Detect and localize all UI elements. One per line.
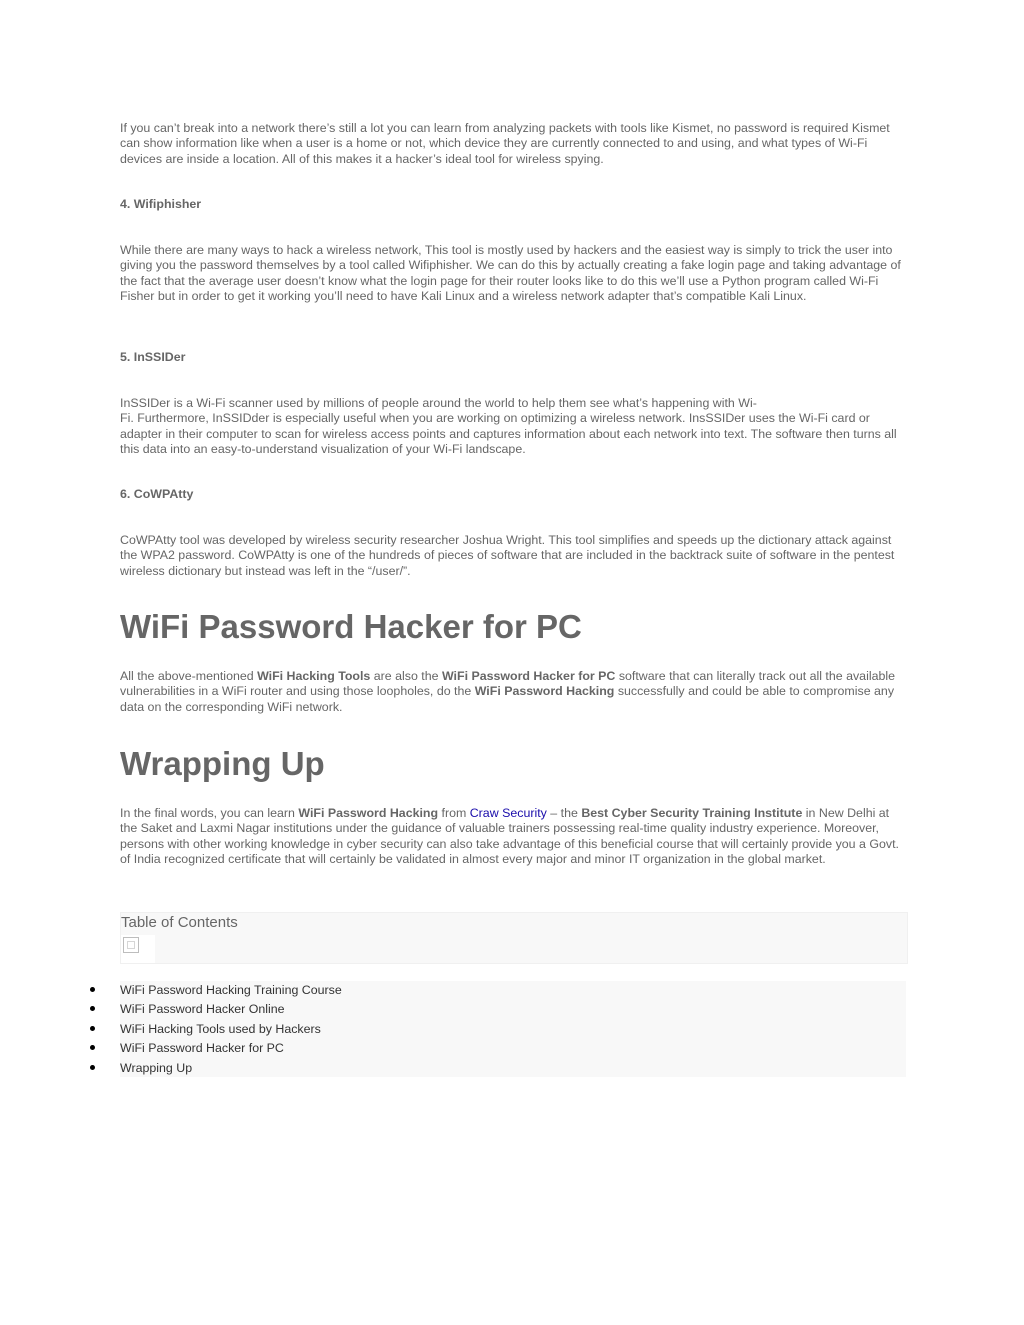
pc-text-4: successfully and could be able to compromise any data on the corresponding WiFi network.	[120, 684, 895, 714]
wrap-bold-1: WiFi Password Hacking	[298, 806, 439, 820]
pc-bold-2: WiFi Password Hacker for PC	[441, 669, 616, 683]
bullet-icon	[90, 1026, 95, 1031]
pc-paragraph	[120, 669, 906, 715]
inssider-line-rest: Fi. Furthermore, InSSIDder is especially useful when you are working on optimizing a wireless network. InsSSIDer uses the Wi-Fi card or adapter in their computer to scan for wireless access points and captures information about each network into text. The software then turns all this data into an easy-to-understand visualization of your Wi-Fi landscape.	[120, 411, 897, 457]
pc-bold-3: WiFi Password Hacking	[474, 684, 615, 699]
toc-item-label: WiFi Password Hacking Training Course	[120, 983, 342, 997]
inssider-heading: 5. InSSIDer	[120, 350, 186, 364]
wrap-text-4: in New Delhi at the Saket and Laxmi Nagar institutions under the guidance of valuable trainers possessing real-time quality industry experience. Moreover, persons with other working knowledge in cyber security can also take advantage of this beneficial course that will certainly provide you a Govt. of India recognized certificate that will certainly be validated in almost every major and minor IT organization in the global market.	[120, 806, 899, 867]
craw-security-link[interactable]: Craw Security	[469, 806, 547, 820]
toc-item[interactable]	[120, 1020, 906, 1039]
wrap-bold-2: Best Cyber Security Training Institute	[581, 806, 803, 820]
toc-item[interactable]	[120, 981, 906, 1000]
section-title-wrapping: Wrapping Up	[120, 745, 325, 782]
cowpatty-paragraph: CoWPAtty tool was developed by wireless security researcher Joshua Wright. This tool simplifies and speeds up the dictionary attack against the WPA2 password. CoWPAtty is one of the hundreds of pieces of software that are included in the backtrack suite of software in the pentest wireless dictionary but instead was left in the “/user/”.	[120, 533, 895, 578]
cowpatty-heading: 6. CoWPAtty	[120, 487, 194, 501]
toc-item-label: WiFi Password Hacker for PC	[120, 1041, 284, 1056]
wrapping-paragraph	[120, 806, 906, 868]
toc-item-label: Wrapping Up	[120, 1060, 193, 1075]
bullet-icon	[90, 1006, 95, 1011]
pc-text-1: All the above-mentioned	[120, 669, 258, 683]
pc-text-3: software that can literally track out all the available vulnerabilities in a WiFi router and using those loopholes, do the	[120, 669, 896, 699]
kismet-paragraph: If you can’t break into a network there’s still a lot you can learn from analyzing packets with tools like Kismet, no password is required Kismet can show information like when a user is a home or not, which device they are currently connected to and using, and what types of Wi-Fi devices are inside a location. All of this makes it a hacker’s ideal tool for wireless spying.	[120, 121, 890, 166]
wifiphisher-heading: 4. Wifiphisher	[120, 197, 202, 211]
toc-title: Table of Contents	[121, 914, 238, 931]
inssider-line-1: InSSIDer is a Wi-Fi scanner used by millions of people around the world to help them see what’s happening with Wi-	[120, 396, 757, 410]
toc-header	[120, 912, 908, 964]
section-title-pc: WiFi Password Hacker for PC	[120, 608, 582, 645]
wifiphisher-paragraph: While there are many ways to hack a wireless network, This tool is mostly used by hackers and the easiest way is simply to trick the user into giving you the password themselves by a tool called Wifiphisher. We can do this by actually creating a fake login page and taking advantage of the fact that the average user doesn’t know what the login page for their router looks like to do this we’ll use a Python program called Wi-Fi Fisher but in order to get it working you’ll need to have Kali Linux and a wireless network adapter that’s compatible Kali Linux.	[120, 243, 901, 304]
bullet-icon	[90, 987, 95, 992]
toc-item-label: WiFi Hacking Tools used by Hackers	[120, 1021, 321, 1036]
toc-item[interactable]	[120, 1059, 906, 1078]
bullet-icon	[90, 1065, 95, 1070]
wrap-text-2: from	[438, 806, 470, 820]
toc-item[interactable]	[120, 1000, 906, 1019]
bullet-icon	[90, 1045, 95, 1050]
wrap-text-3: – the	[546, 806, 582, 820]
pc-text-2: are also the	[370, 669, 442, 683]
toc-toggle-icon[interactable]	[123, 937, 139, 953]
toc-item-label: WiFi Password Hacker Online	[120, 1002, 285, 1017]
toc-list	[120, 981, 906, 1077]
inssider-paragraph	[120, 396, 906, 458]
wrap-text-1: In the final words, you can learn	[120, 806, 299, 820]
pc-bold-1: WiFi Hacking Tools	[257, 669, 371, 683]
toc-item[interactable]	[120, 1039, 906, 1058]
